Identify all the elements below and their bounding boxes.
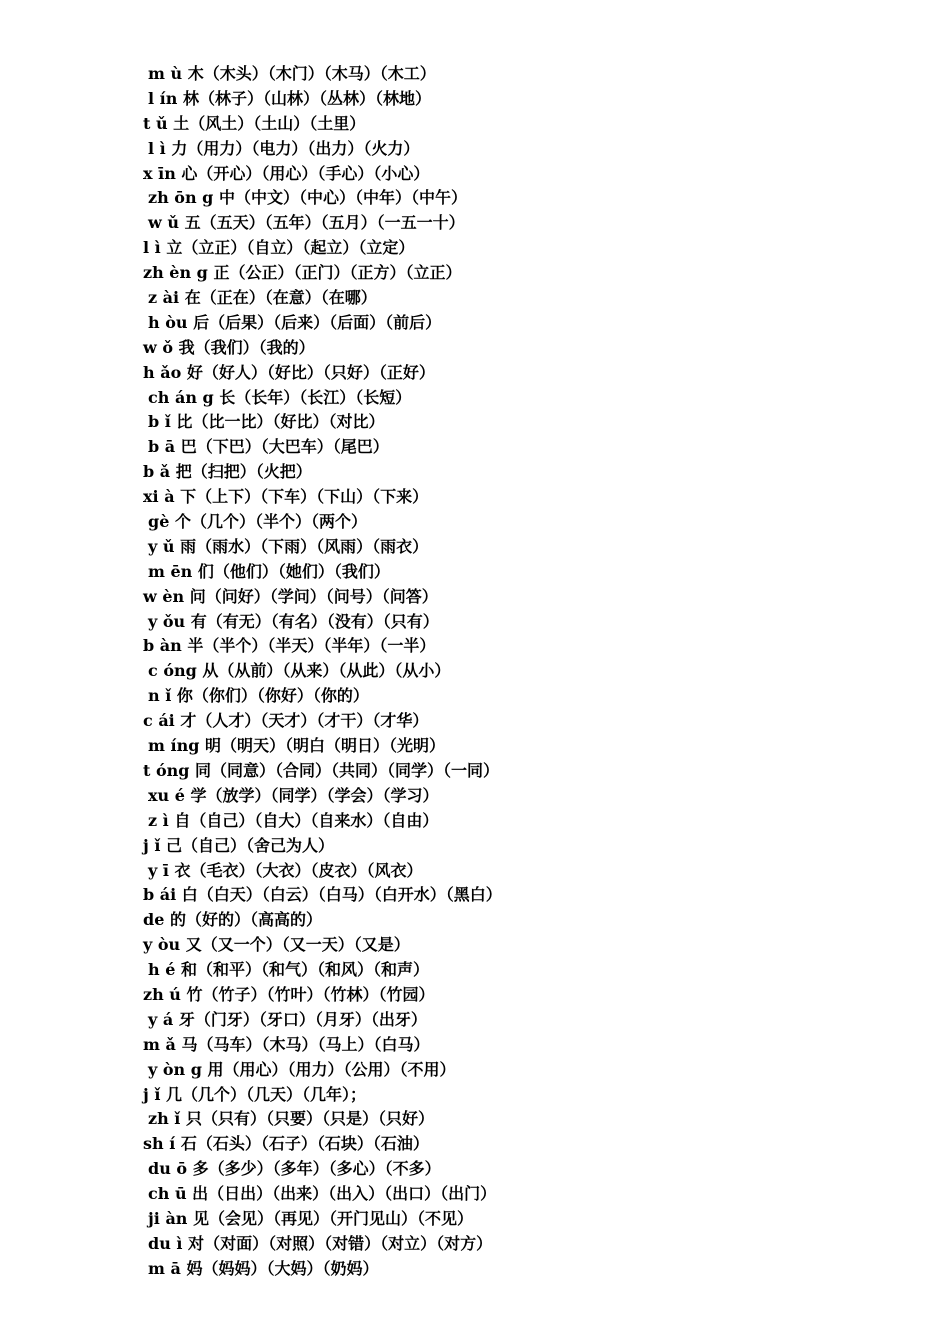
pinyin: l ì (143, 238, 161, 258)
pinyin: c ái (143, 711, 175, 731)
word-examples: （只有）（只要）（只是）（只好） (201, 1109, 434, 1129)
pinyin: y òu (143, 935, 181, 955)
pinyin: h é (148, 960, 176, 980)
pinyin: sh í (143, 1134, 176, 1154)
vocab-line (143, 485, 903, 510)
character: 比 (176, 412, 193, 432)
pinyin: m ǎ (143, 1034, 176, 1054)
pinyin: b ā (148, 437, 176, 457)
vocab-line (143, 311, 903, 336)
word-examples: （后果）（后来）（后面）（前后） (209, 312, 442, 332)
pinyin: ch án g (148, 387, 214, 407)
vocab-line (143, 361, 903, 386)
pinyin: du ì (148, 1233, 183, 1253)
character: 木 (187, 64, 204, 83)
character: 石 (180, 1134, 197, 1154)
pinyin: y òn g (148, 1059, 202, 1079)
character: 在 (184, 288, 201, 308)
pinyin: w èn (143, 586, 185, 606)
character: 牙 (178, 1009, 195, 1029)
pinyin: l ín (148, 88, 178, 108)
word-examples: （又一个）（又一天）（又是） (201, 935, 410, 955)
word-examples: （用心）（用力）（公用）（不用） (223, 1059, 456, 1079)
vocab-line (143, 137, 903, 162)
word-examples: （明天）（明白（明日）（光明） (221, 736, 446, 756)
character: 我 (178, 337, 195, 357)
vocab-line (143, 908, 903, 933)
word-examples: （从前）（从来）（从此）（从小） (218, 661, 451, 681)
vocab-line (143, 386, 903, 411)
vocab-line (143, 1008, 903, 1033)
word-examples: （好的）（高高的） (185, 910, 322, 930)
character: 竹 (186, 984, 203, 1004)
character: 好 (186, 362, 203, 382)
vocab-line (143, 435, 903, 460)
character: 只 (185, 1109, 202, 1129)
vocab-line (143, 933, 903, 958)
vocab-line (143, 1058, 903, 1083)
vocab-line (143, 286, 903, 311)
pinyin: zh ōn g (148, 188, 214, 208)
vocab-line (143, 784, 903, 809)
pinyin: m íng (148, 736, 200, 756)
vocab-line (143, 585, 903, 610)
pinyin: y ǔ (148, 536, 175, 556)
vocab-line (143, 510, 903, 535)
pinyin: m ā (148, 1258, 181, 1278)
vocabulary-list (143, 62, 903, 1282)
character: 又 (185, 935, 202, 955)
word-examples: （对面）（对照）（对错）（对立）（对方） (204, 1233, 493, 1253)
word-examples: （风土）（土山）（土里） (189, 113, 366, 133)
character: 几 (166, 1084, 183, 1104)
word-examples: （放学）（同学）（学会）（学习） (206, 785, 439, 805)
vocab-line (143, 983, 903, 1008)
character: 后 (193, 312, 210, 332)
character: 从 (202, 661, 219, 681)
word-examples: （问好）（学问）（问号）（问答） (205, 586, 438, 606)
character: 白 (181, 885, 198, 905)
word-examples: （妈妈）（大妈）（奶妈） (202, 1258, 379, 1278)
word-examples: （林子）（山林）（丛林）（林地） (198, 88, 431, 108)
pinyin: zh èn g (143, 263, 208, 283)
word-examples: （他们）（她们）（我们） (213, 561, 390, 581)
character: 衣 (174, 860, 191, 880)
character: 中 (218, 188, 235, 208)
word-examples: （白天）（白云）（白马）（白开水）（黑白） (197, 885, 502, 905)
character: 自 (174, 810, 191, 830)
pinyin: w ǒ (143, 337, 174, 357)
character: 土 (173, 113, 190, 133)
word-examples: （雨水）（下雨）（风雨）（雨衣） (196, 536, 429, 556)
character: 出 (192, 1184, 209, 1204)
word-examples: （人才）（天才）（才干）（才华） (196, 711, 429, 731)
pinyin: ji àn (148, 1208, 188, 1228)
pinyin: j ǐ (143, 1084, 161, 1104)
word-examples: （毛衣）（大衣）（皮衣）（风衣） (190, 860, 423, 880)
vocab-line (143, 1083, 903, 1108)
vocab-line (143, 211, 903, 236)
pinyin: y ī (148, 860, 169, 880)
character: 巴 (180, 437, 197, 457)
pinyin: z ì (148, 810, 169, 830)
vocab-line (143, 1157, 903, 1182)
character: 个 (174, 512, 191, 532)
word-examples: （比一比）（好比）（对比） (192, 412, 385, 432)
character: 把 (175, 462, 192, 482)
pinyin: y ǒu (148, 611, 186, 631)
vocab-line (143, 610, 903, 635)
character: 用 (207, 1059, 224, 1079)
character: 和 (180, 960, 197, 980)
pinyin: w ǔ (148, 213, 179, 233)
character: 雨 (180, 536, 197, 556)
character: 才 (180, 711, 197, 731)
vocab-line (143, 1182, 903, 1207)
vocab-line (143, 186, 903, 211)
vocab-line (143, 336, 903, 361)
word-examples: （好人）（好比）（只好）（正好） (202, 362, 435, 382)
pinyin: de (143, 910, 165, 930)
vocab-line (143, 162, 903, 187)
character: 己 (166, 835, 183, 855)
vocab-line (143, 535, 903, 560)
word-examples: （竹子）（竹叶）（竹林）（竹园） (202, 984, 435, 1004)
character: 心 (181, 163, 198, 183)
character: 正 (213, 263, 230, 283)
vocab-line (143, 834, 903, 859)
vocab-line (143, 809, 903, 834)
character: 多 (192, 1159, 209, 1179)
pinyin: xu é (148, 785, 185, 805)
vocab-line (143, 560, 903, 585)
character: 半 (187, 636, 204, 656)
vocab-line (143, 1033, 903, 1058)
vocab-line (143, 1132, 903, 1157)
word-examples: （自己）（舍己为人） (182, 835, 335, 855)
pinyin: t ǔ (143, 113, 168, 133)
vocab-line (143, 410, 903, 435)
word-examples: （有无）（有名）（没有）（只有） (206, 611, 439, 631)
pinyin: h ǎo (143, 362, 182, 382)
vocab-line (143, 460, 903, 485)
word-examples: （自己）（自大）（自来水）（自由） (190, 810, 439, 830)
character: 力 (171, 138, 188, 158)
word-examples: （几个）（几天）（几年）； (182, 1084, 367, 1104)
character: 问 (189, 586, 206, 606)
character: 对 (188, 1233, 205, 1253)
pinyin: l ì (148, 138, 166, 158)
vocab-line (143, 62, 903, 87)
character: 长 (219, 387, 236, 407)
pinyin: zh ǐ (148, 1109, 181, 1129)
pinyin: b ǎ (143, 462, 171, 482)
word-examples: （五天）（五年）（五月）（一五一十） (200, 213, 465, 233)
pinyin: m ù (148, 64, 183, 83)
character: 五 (184, 213, 201, 233)
word-examples: （门牙）（牙口）（月牙）（出牙） (194, 1009, 427, 1029)
pinyin: t óng (143, 760, 190, 780)
character: 见 (193, 1208, 210, 1228)
pinyin: ch ū (148, 1184, 187, 1204)
word-examples: （扫把）（火把） (191, 462, 312, 482)
character: 下 (180, 487, 197, 507)
word-examples: （正在）（在意）（在哪） (200, 288, 377, 308)
pinyin: b ái (143, 885, 177, 905)
word-examples: （马车）（木马）（马上）（白马） (197, 1034, 430, 1054)
vocab-line (143, 261, 903, 286)
word-examples: （木头）（木门）（木马）（木工） (203, 64, 436, 83)
word-examples: （你们）（你好）（你的） (192, 686, 369, 706)
character: 林 (182, 88, 199, 108)
vocab-line (143, 734, 903, 759)
word-examples: （日出）（出来）（出入）（出口）（出门） (208, 1184, 497, 1204)
character: 妈 (186, 1258, 203, 1278)
vocab-line (143, 1257, 903, 1282)
vocab-line (143, 236, 903, 261)
character: 的 (169, 910, 186, 930)
word-examples: （长年）（长江）（长短） (235, 387, 412, 407)
vocab-line (143, 1207, 903, 1232)
vocab-line (143, 684, 903, 709)
vocab-line (143, 759, 903, 784)
vocab-line (143, 87, 903, 112)
character: 你 (176, 686, 193, 706)
vocab-line (143, 709, 903, 734)
pinyin: c óng (148, 661, 197, 681)
character: 有 (190, 611, 207, 631)
word-examples: （几个）（半个）（两个） (190, 512, 367, 532)
vocab-line (143, 859, 903, 884)
character: 马 (181, 1034, 198, 1054)
word-examples: （用力）（电力）（出力）（火力） (187, 138, 420, 158)
character: 们 (197, 561, 214, 581)
word-examples: （多少）（多年）（多心）（不多） (208, 1159, 441, 1179)
pinyin: m ēn (148, 561, 193, 581)
word-examples: （半个）（半天）（半年）（一半） (203, 636, 436, 656)
vocab-line (143, 1107, 903, 1132)
word-examples: （中文）（中心）（中年）（中午） (234, 188, 467, 208)
vocab-line (143, 634, 903, 659)
word-examples: （我们）（我的） (194, 337, 315, 357)
character: 同 (195, 760, 212, 780)
character: 立 (166, 238, 183, 258)
character: 学 (190, 785, 207, 805)
pinyin: x īn (143, 163, 176, 183)
pinyin: h òu (148, 312, 188, 332)
word-examples: （下巴）（大巴车）（尾巴） (196, 437, 389, 457)
pinyin: z ài (148, 288, 180, 308)
word-examples: （同意）（合同）（共同）（同学）（一同） (211, 760, 500, 780)
pinyin: gè (148, 512, 170, 532)
word-examples: （开心）（用心）（手心）（小心） (197, 163, 430, 183)
word-examples: （石头）（石子）（石块）（石油） (196, 1134, 429, 1154)
word-examples: （会见）（再见）（开门见山）（不见） (209, 1208, 474, 1228)
pinyin: b àn (143, 636, 182, 656)
vocab-line (143, 1232, 903, 1257)
pinyin: n ǐ (148, 686, 172, 706)
word-examples: （和平）（和气）（和风）（和声） (196, 960, 429, 980)
vocab-line (143, 112, 903, 137)
character: 明 (204, 736, 221, 756)
word-examples: （上下）（下车）（下山）（下来） (196, 487, 429, 507)
pinyin: y á (148, 1009, 174, 1029)
word-examples: （公正）（正门）（正方）（立正） (229, 263, 462, 283)
vocab-line (143, 659, 903, 684)
vocab-line (143, 958, 903, 983)
pinyin: b ǐ (148, 412, 171, 432)
pinyin: xi à (143, 487, 175, 507)
pinyin: zh ú (143, 984, 181, 1004)
vocab-line (143, 883, 903, 908)
pinyin: j ǐ (143, 835, 161, 855)
pinyin: du ō (148, 1159, 188, 1179)
word-examples: （立正）（自立）（起立）（立定） (182, 238, 415, 258)
